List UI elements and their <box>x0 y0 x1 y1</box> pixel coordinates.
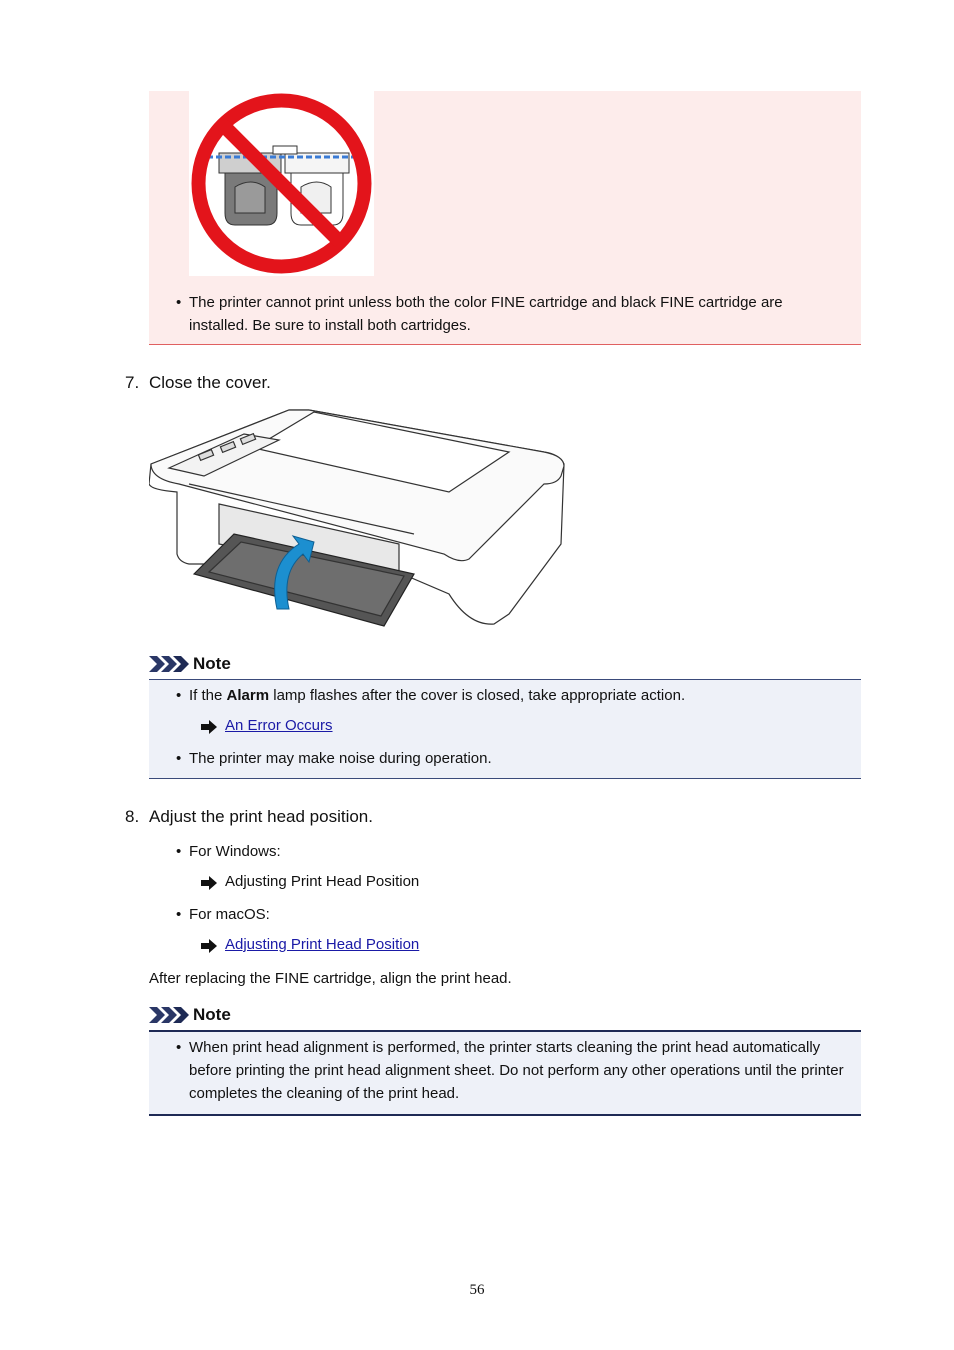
step-number: 8. <box>125 807 140 826</box>
windows-item: • For Windows: <box>189 840 281 863</box>
bullet: • <box>176 687 182 704</box>
error-occurs-link[interactable]: An Error Occurs <box>225 717 333 734</box>
note-chevrons-icon <box>149 1007 189 1023</box>
note-chevrons-icon <box>149 656 189 672</box>
close-cover-illustration <box>149 404 569 630</box>
step-7 <box>125 373 271 393</box>
bullet: • <box>176 294 182 311</box>
caution-bullet <box>176 291 829 337</box>
macos-print-head-link[interactable]: Adjusting Print Head Position <box>225 936 420 953</box>
page-number: 56 <box>469 1282 485 1298</box>
no-single-cartridge-illustration <box>189 91 374 276</box>
note-item-alignment: • When print head alignment is performed, the printer starts cleaning the print head automatically before printing the print head alignment sheet. Do not perform any other operations until the printer completes the cleaning of the print head. <box>189 1036 857 1105</box>
windows-print-head-text: Adjusting Print Head Position <box>225 873 420 890</box>
alarm-label: Alarm <box>226 687 270 704</box>
caution-box <box>149 91 861 345</box>
after-replacing-text: After replacing the FINE cartridge, align the print head. <box>149 970 512 987</box>
bullet: • <box>176 843 182 860</box>
note-item-noise: • The printer may make noise during operation. <box>189 747 492 770</box>
arrow-right-icon <box>201 939 217 953</box>
note-title: Note <box>193 654 231 673</box>
note-title: Note <box>193 1005 231 1024</box>
caution-text: The printer cannot print unless both the color FINE cartridge and black FINE cartridge are installed. Be sure to install both cartridges. <box>189 294 783 334</box>
step-text: Adjust the print head position. <box>149 807 373 826</box>
step-number: 7. <box>125 373 140 392</box>
note-item-alarm: • If the Alarm lamp flashes after the cover is closed, take appropriate action. <box>189 684 685 707</box>
macos-item: • For macOS: <box>189 903 270 926</box>
arrow-right-icon <box>201 876 217 890</box>
bullet: • <box>176 906 182 923</box>
arrow-right-icon <box>201 720 217 734</box>
step-8 <box>125 807 373 827</box>
bullet: • <box>176 1039 182 1056</box>
bullet: • <box>176 750 182 767</box>
step-text: Close the cover. <box>149 373 271 392</box>
